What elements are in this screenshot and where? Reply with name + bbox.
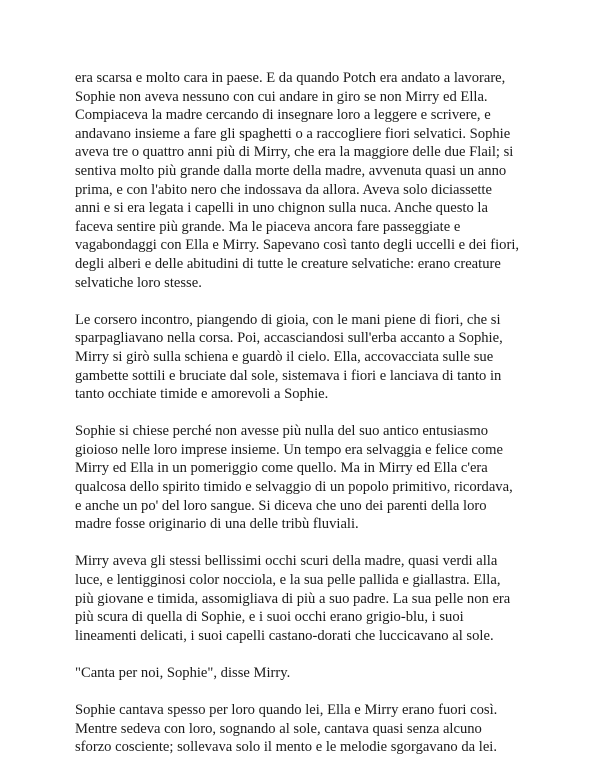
paragraph-3: Sophie si chiese perché non avesse più nulla del suo antico entusiasmo gioioso nelle loro imprese insieme. Un tempo era selvaggia e felice come Mirry ed Ella in un pomeriggio come quello. Ma in Mirry ed Ella c'era qualcosa dello spirito timido e selvaggio di un popolo primitivo, ricordava, e anche un po' del loro sangue. Si diceva che uno dei parenti della loro madre fosse originario di una delle tribù fluviali. [75,423,513,533]
paragraph-5-dialogue: "Canta per noi, Sophie", disse Mirry. [75,665,291,681]
paragraph-4: Mirry aveva gli stessi bellissimi occhi scuri della madre, quasi verdi alla luce, e lentigginosi color nocciola, e la sua pelle pallida e giallastra. Ella, più giovane e timida, assomigliava di più a suo padre. La sua pelle non era più scura di quella di Sophie, e i suoi occhi erano grigio-blu, i suoi lineamenti delicati, i suoi capelli castano-dorati che luccicavano al sole. [75,553,511,644]
document-body [75,69,535,757]
paragraph-2: Le corsero incontro, piangendo di gioia, con le mani piene di fiori, che si sparpagliavano nella corsa. Poi, accasciandosi sull'erba accanto a Sophie, Mirry si girò sulla schiena e guardò il cielo. Ella, accovacciata sulle sue gambette sottili e bruciate dal sole, sistemava i fiori e lanciava di tanto in tanto occhiate timide e amorevoli a Sophie. [75,311,503,403]
paragraph-1: era scarsa e molto cara in paese. E da quando Potch era andato a lavorare, Sophie non aveva nessuno con cui andare in giro se non Mirry ed Ella. Compiaceva la madre cercando di insegnare loro a leggere e scrivere, e andavano insieme a fare gli spaghetti o a raccogliere fiori selvatici. Sophie aveva tre o quattro anni più di Mirry, che era la maggiore delle due Flail; si sentiva molto più grande dalla morte della madre, avvenuta quasi un anno prima, e con l'abito nero che indossava da allora. Aveva solo diciassette anni e si era legata i capelli in uno chignon sulla nuca. Anche questo la faceva sentire più grande. Ma le piaceva ancora fare passeggiate e vagabondaggi con Ella e Mirry. Sapevano così tanto degli uccelli e dei fiori, degli alberi e delle abitudini di tutte le creature selvatiche: erano creature selvatiche loro stesse. [75,70,520,291]
paragraph-6: Sophie cantava spesso per loro quando lei, Ella e Mirry erano fuori così. Mentre sedeva con loro, sognando al sole, cantava quasi senza alcuno sforzo cosciente; sollevava solo il mento e le melodie sgorgavano da lei. [75,702,498,756]
